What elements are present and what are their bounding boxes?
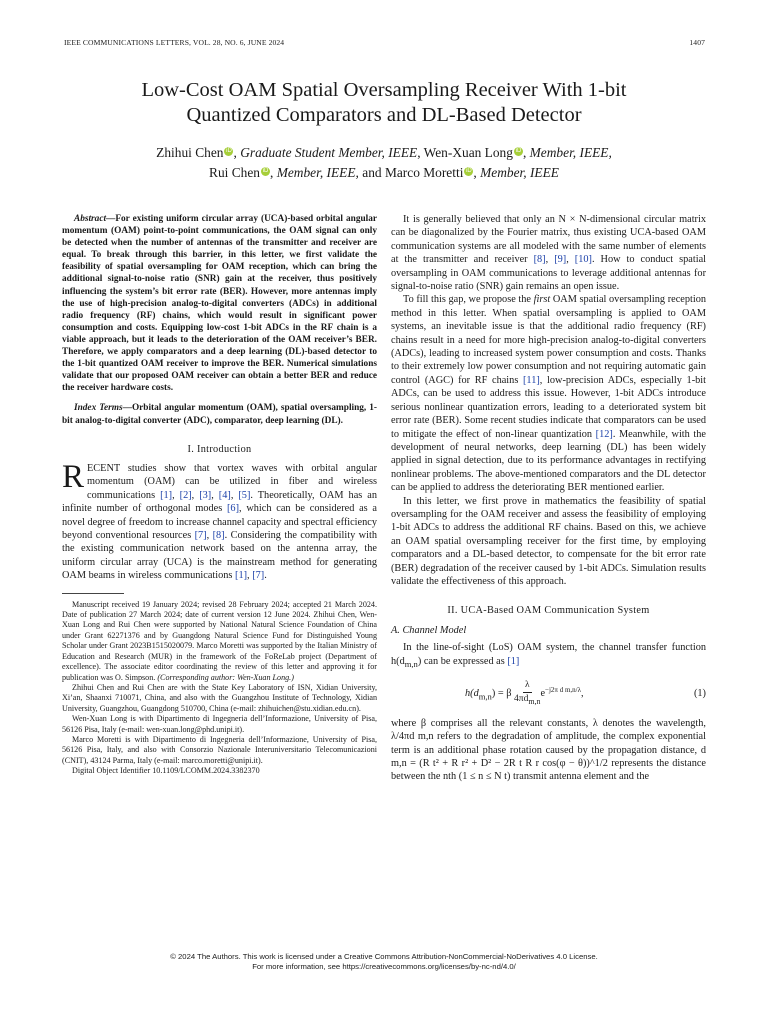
section-heading-system: II. UCA-Based OAM Communication System (447, 605, 650, 617)
author-3-role: Member, IEEE, (276, 165, 359, 180)
subsection-heading-channel: A. Channel Model (391, 624, 467, 636)
paper-title (60, 78, 708, 128)
drop-cap: R (62, 459, 85, 495)
authors-line-1: Zhihui Chen iD , Graduate Student Member, IEEE, Wen-Xuan Long iD , Member, IEEE, (156, 145, 612, 160)
page-number: 1407 (689, 38, 705, 47)
body-paragraph: It is generally believed that only an N × N-dimensional circular matrix can be diagonalized by the Fourier matrix, thus existing UCA-based OAM communication systems are all modeled with the same number of elements at the transmitter and receiver [8], [9], [10]. How to conduct spatial oversampling in OAM communications to leverage additional antennas for signal-to-noise ratio (SNR) gain remains an open issue. (391, 214, 707, 293)
citation-link[interactable]: [9] (554, 254, 567, 266)
intro-text: . Considering the compatibility with the existing communication network based on the antenna array, the uniform circular array (UCA) is the mainstream method for generating OAM beams in wireless communications (62, 530, 377, 582)
citation-link[interactable]: [4] (218, 489, 231, 501)
citation-link[interactable]: [6] (227, 503, 240, 515)
license-line-1: © 2024 The Authors. This work is licensed under a Creative Commons Attribution-NonCommercial-NoDerivatives 4.0 License. (170, 952, 598, 961)
index-terms-label: Index Terms (74, 403, 123, 414)
body-paragraph: To fill this gap, we propose the first OAM spatial oversampling reception method in this letter. When spatial oversampling is applied to OAM systems, an inevitable issue is that the additional radio frequency (RF) chains result in a need for more high-precision analog-to-digital converters (ADCs), leading to increased system power consumption and costs. Thanks to their extremely low power consumption and not requiring automatic gain control (AGC) for RF chains [11], low-precision ADCs, especially 1-bit ADCs, can be used to address this issue. However, 1-bit ADCs introduce serious nonlinear quantization errors, leading to a deteriorated system bit error rate (BER). Some recent studies indicate that comparators can be used to mitigate the effect of non-linear quantization [12]. Meanwhile, with the development of neural networks, deep learning (DL) has been widely applied in signal detection, due to its performance advantages in rectifying nonlinear problems. The above-mentioned comparators and the DL detector can be applied to address the deteriorating BER mentioned earlier. (391, 294, 707, 494)
corresponding-author: (Corresponding author: Wen-Xuan Long.) (157, 672, 294, 682)
orcid-icon[interactable]: iD (466, 168, 472, 174)
author-3: Rui Chen (209, 165, 260, 180)
body-paragraph: where β comprises all the relevant constants, λ denotes the wavelength, λ/4πd m,n refers to the degradation of amplitude, the complex exponential term is an additional phase rotation caused by the propagation distance, d m,n = (R t² + R r² + D² − 2R t R r cos(φ − θ))^1/2 represents the distance between the nth (1 ≤ n ≤ N t) transmit antenna element and the (391, 717, 706, 783)
index-terms-text: Orbital angular momentum (OAM), spatial oversampling, 1-bit analog-to-digital converter (ADC), comparator, deep learning (DL). (62, 403, 377, 426)
author-1: Zhihui Chen (156, 145, 224, 160)
author-4-role: Member, IEEE (480, 165, 559, 180)
author-list (60, 143, 708, 183)
citation-link[interactable]: [3] (199, 489, 212, 501)
citation-link[interactable]: [12] (595, 428, 613, 440)
title-line-1: Low-Cost OAM Spatial Oversampling Receiver With 1-bit (141, 79, 627, 101)
right-column (391, 213, 706, 784)
citation-link[interactable]: [10] (574, 254, 592, 266)
intro-text: ECENT studies show that vortex waves with orbital angular momentum (OAM) can be utilized in fiber and wireless communications (87, 463, 377, 501)
abstract-text: For existing uniform circular array (UCA)-based orbital angular momentum (OAM) point-to-point communications, the OAM signal can only be detected when the number of antennas of the transmitter and receiver are equal. To break through this barrier, in this letter, we first validate the feasibility of spatial oversampling for OAM reception, which can bring the additional signal-to-noise ratio (SNR) gain at the receiver, thus positively influencing the system’s bit error rate (BER). However, more antennas imply the use of high-precision analog-to-digital converters (ADCs) in additional radio frequency (RF) chains, which would result in significant power consumption and costs. Equipping low-cost 1-bit ADCs in the RF chain is a viable approach, but it leads to the deterioration of the OAM receiver’s BER. Therefore, we apply comparators and a deep learning (DL)-based detector to the 1-bit quantized OAM receiver to improve the BER. Numerical simulations validate that our proposed OAM receiver can obtain a better BER and reduce the receiver hardware costs. (62, 214, 377, 394)
citation-link[interactable]: [5] (238, 489, 251, 501)
section-heading-introduction: I. Introduction (187, 443, 252, 455)
equation-number: (1) (693, 688, 706, 700)
citation-link[interactable]: [7] (252, 570, 265, 582)
authors-line-2: Rui Chen iD , Member, IEEE, and Marco Moretti iD , Member, IEEE (209, 165, 559, 180)
license-footer (62, 952, 706, 972)
citation-link[interactable]: [8] (533, 254, 546, 266)
footnote-affiliation-2: Wen-Xuan Long is with Dipartimento di Ingegneria dell’Informazione, University of Pisa, 56126 Pisa, Italy (e-mail: wen-xuan.long@phd.unipi.it). (62, 714, 377, 734)
index-terms: Index Terms—Orbital angular momentum (OAM), spatial oversampling, 1-bit analog-to-digital converter (ADC), comparator, deep learning (DL). (62, 403, 377, 426)
author-conjunction: and (362, 165, 382, 180)
body-paragraph: In this letter, we first prove in mathematics the feasibility of spatial oversampling for the OAM receiver and assess the feasibility of employing 1-bit ADCs to address the additional RF chains. Based on this, we achieve an OAM spatial oversampling receiver for the first time, by employing comparators and a DL-based detector, to compensate for the bit error rate (BER) degradation of the receiver caused by 1-bit ADCs. Simulation results validate the effectiveness of this approach. (391, 495, 706, 587)
footnote-affiliation-3: Marco Moretti is with Dipartimento di Ingegneria dell’Informazione, University of Pisa, 56126 Pisa, Italy, and also with Consorzio Nazionale Interuniversitario Telecomunicazioni (CNIT), 43124 Parma, Italy (e-mail: marco.moretti@unipi.it). (62, 734, 377, 765)
author-2: Wen-Xuan Long (423, 145, 513, 160)
author-1-role: Graduate Student Member, IEEE (240, 145, 418, 160)
author-2-role: Member, IEEE, (529, 145, 612, 160)
equation-fraction: $\frac{\lambda}{4\pi d_{m,n}}$ (514, 680, 541, 707)
citation-link[interactable]: [7] (194, 530, 207, 542)
license-line-2[interactable]: For more information, see https://creativecommons.org/licenses/by-nc-nd/4.0/ (252, 962, 516, 972)
abstract-label: Abstract (74, 214, 107, 224)
footnote-manuscript: Manuscript received 19 January 2024; revised 28 February 2024; accepted 21 March 2024. Date of publication 27 March 2024; date of current version 12 June 2024. Zhihui Chen, Wen-Xuan Long and Rui Chen were supported by National Natural Science Foundation of China under Grant 62271376 and by Guangdong Natural Science Fund for Distinguished Young Scholar under Grant 2023B1515020079. Marco Moretti was supported by the Italian Ministry of Education and Research (MUR) in the framework of the FoReLab project (Department of excellence). The associate editor coordinating the review of this letter and approving it for publication was O. Simpson. (Corresponding author: Wen-Xuan Long.) (62, 599, 377, 682)
citation-link[interactable]: [8] (212, 530, 225, 542)
intro-text: , which can be considered as a novel degree of freedom to increase channel capacity and spectral efficiency beyond conventional resources (62, 503, 377, 542)
intro-paragraph: RECENT studies show that vortex waves with orbital angular momentum (OAM) can be utilized in fiber and wireless communications [1], [2], [3], [4], [5]. Theoretically, OAM has an infinite number of orthogonal modes [6], which can be considered as a novel degree of freedom to increase channel capacity and spectral efficiency beyond conventional resources [7], [8]. Considering the compatibility with the existing communication network based on the antenna array, the uniform circular array (UCA) is the mainstream method for generating OAM beams in wireless communications [1], [7]. (62, 459, 377, 582)
orcid-icon[interactable]: iD (226, 148, 232, 154)
author-4: Marco Moretti (384, 165, 464, 180)
orcid-icon[interactable]: iD (262, 168, 269, 174)
citation-link[interactable]: [1] (235, 570, 248, 582)
intro-text: . Theoretically, OAM has an infinite number of orthogonal modes (62, 489, 377, 515)
citation-link[interactable]: [11] (523, 374, 540, 386)
body-paragraph: In the line-of-sight (LoS) OAM system, the channel transfer function $h(d_{m,n})$ can be expressed as [1] (391, 642, 706, 669)
equation-1 (391, 679, 706, 709)
citation-link[interactable]: [1] (160, 489, 173, 501)
footnote-doi: Digital Object Identifier 10.1109/LCOMM.2024.3382370 (72, 766, 260, 776)
footnote-affiliation-1: Zhihui Chen and Rui Chen are with the State Key Laboratory of ISN, Xidian University, Xi’an, Shaanxi 710071, China, and also with the Guangzhou Institute of Technology, Xidian University, Guangzhou, Guangdong 510700, China (e-mail: zhihuichen@stu.xidian.edu.cn). (62, 682, 377, 713)
citation-link[interactable]: [1] (507, 655, 520, 667)
orcid-icon[interactable]: iD (515, 148, 522, 154)
abstract: Abstract—For existing uniform circular array (UCA)-based orbital angular momentum (OAM) point-to-point communications, the OAM signal can only be detected when the number of antennas of the transmitter and receiver are equal. To break through this barrier, in this letter, we first validate the feasibility of spatial oversampling for OAM reception, which can bring the additional signal-to-noise ratio (SNR) gain at the receiver, thus positively influencing the system’s bit error rate (BER). However, more antennas imply the use of high-precision analog-to-digital converters (ADCs) in additional radio frequency (RF) chains, which would result in significant power consumption and costs. Equipping low-cost 1-bit ADCs in the RF chain is a viable approach, but it leads to the deterioration of the OAM receiver’s BER. Therefore, we apply comparators and a deep learning (DL)-based detector to the 1-bit quantized OAM receiver to improve the BER. Numerical simulations validate that our proposed OAM receiver can obtain a better BER and reduce the receiver hardware costs. (62, 214, 377, 394)
citation-link[interactable]: [2] (179, 489, 192, 501)
title-line-2: Quantized Comparators and DL-Based Detector (186, 104, 582, 126)
footnote-rule (62, 593, 124, 594)
equation-body: $h(d_{m,n}) = \beta$ $\frac{\lambda}{4\pi d_{m,n}}$ $e^{-j2\pi d m,n/\lambda}$, (465, 679, 584, 709)
running-header: IEEE COMMUNICATIONS LETTERS, VOL. 28, NO. 6, JUNE 2024 (64, 38, 285, 47)
left-column (62, 213, 377, 777)
